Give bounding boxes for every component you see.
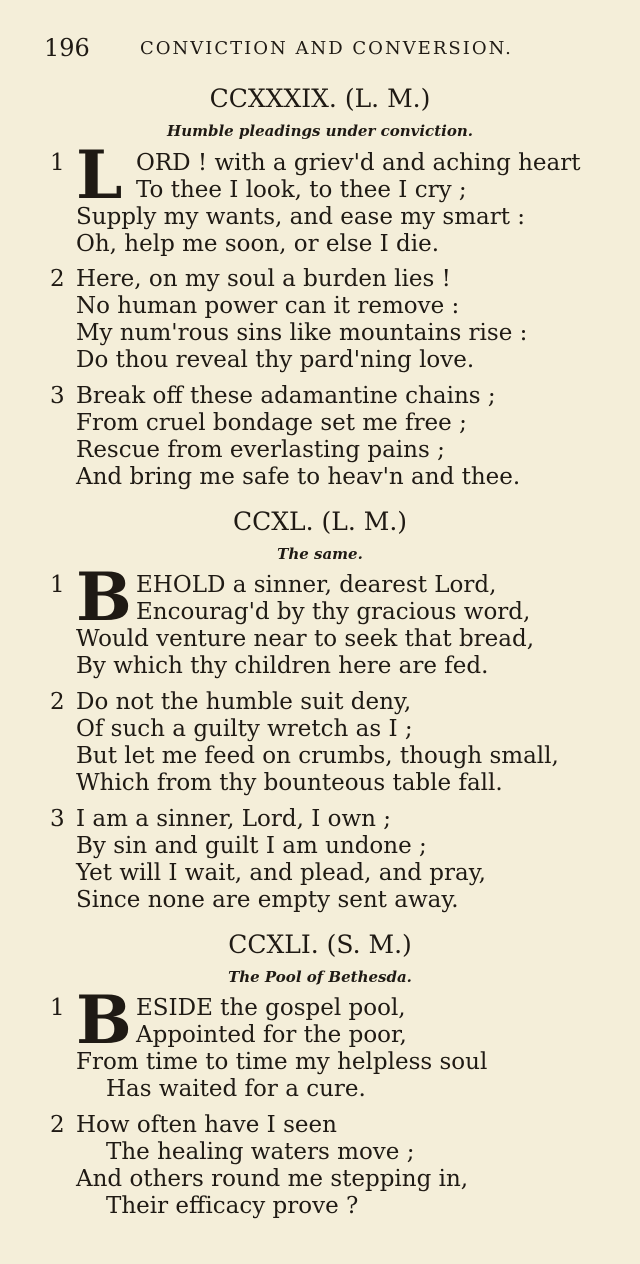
- verse-line: From time to time my helpless soul: [76, 1049, 488, 1075]
- hymn-title: CCXL. (L. M.): [232, 507, 408, 536]
- verse-line: ORD ! with a griev'd and aching heart: [136, 150, 581, 176]
- verse-line: Of such a guilty wretch as I ;: [76, 716, 413, 742]
- verse-number: 3: [50, 383, 65, 409]
- hymn-subtitle: Humble pleadings under conviction.: [167, 122, 473, 140]
- verse-line: From cruel bondage set me free ;: [76, 410, 467, 436]
- verse-line: But let me feed on crumbs, though small,: [76, 743, 559, 769]
- hymn-subtitle: The Pool of Bethesda.: [228, 968, 412, 986]
- verse-line: Since none are empty sent away.: [76, 887, 459, 913]
- hymn-title: CCXXXIX. (L. M.): [209, 84, 431, 113]
- verse-line: Rescue from everlasting pains ;: [76, 437, 445, 463]
- verse-number: 3: [50, 806, 65, 832]
- verse-line: The healing waters move ;: [106, 1139, 415, 1165]
- verse-line: ESIDE the gospel pool,: [136, 995, 406, 1021]
- verse-line: And bring me safe to heav'n and thee.: [76, 464, 521, 490]
- verse-line: Their efficacy prove ?: [106, 1193, 359, 1219]
- verse-line: My num'rous sins like mountains rise :: [76, 320, 528, 346]
- verse-line: To thee I look, to thee I cry ;: [136, 177, 467, 203]
- verse-line: By which thy children here are fed.: [76, 653, 489, 679]
- verse-line: I am a sinner, Lord, I own ;: [76, 806, 392, 832]
- page-number: 196: [44, 34, 90, 62]
- running-title: CONVICTION AND CONVERSION.: [140, 38, 513, 59]
- verse-line: By sin and guilt I am undone ;: [76, 833, 427, 859]
- verse-line: Has waited for a cure.: [106, 1076, 366, 1102]
- verse-number: 2: [50, 689, 65, 715]
- verse-line: How often have I seen: [76, 1112, 337, 1138]
- verse-number: 2: [50, 1112, 65, 1138]
- verse-line: Supply my wants, and ease my smart :: [76, 204, 526, 230]
- verse-number: 2: [50, 266, 65, 292]
- verse-line: Encourag'd by thy gracious word,: [136, 599, 531, 625]
- verse-line: Appointed for the poor,: [136, 1022, 407, 1048]
- verse-number: 1: [50, 572, 65, 598]
- verse-line: Do not the humble suit deny,: [76, 689, 412, 715]
- verse-line: Would venture near to seek that bread,: [76, 626, 535, 652]
- verse-line: Do thou reveal thy pard'ning love.: [76, 347, 475, 373]
- verse-line: Oh, help me soon, or else I die.: [76, 231, 440, 257]
- verse-line: Break off these adamantine chains ;: [76, 383, 496, 409]
- verse-line: Which from thy bounteous table fall.: [76, 770, 503, 796]
- verse-line: And others round me stepping in,: [76, 1166, 469, 1192]
- running-head: [44, 34, 604, 64]
- verse-line: EHOLD a sinner, dearest Lord,: [136, 572, 497, 598]
- hymn-title: CCXLI. (S. M.): [228, 930, 412, 959]
- hymn-subtitle: The same.: [277, 545, 363, 563]
- verse-line: Here, on my soul a burden lies !: [76, 266, 451, 292]
- drop-cap: L: [76, 136, 123, 214]
- verse-line: No human power can it remove :: [76, 293, 460, 319]
- verse-number: 1: [50, 150, 65, 176]
- drop-cap: B: [76, 558, 132, 636]
- drop-cap: B: [76, 981, 132, 1059]
- verse-line: Yet will I wait, and plead, and pray,: [76, 860, 486, 886]
- verse-number: 1: [50, 995, 65, 1021]
